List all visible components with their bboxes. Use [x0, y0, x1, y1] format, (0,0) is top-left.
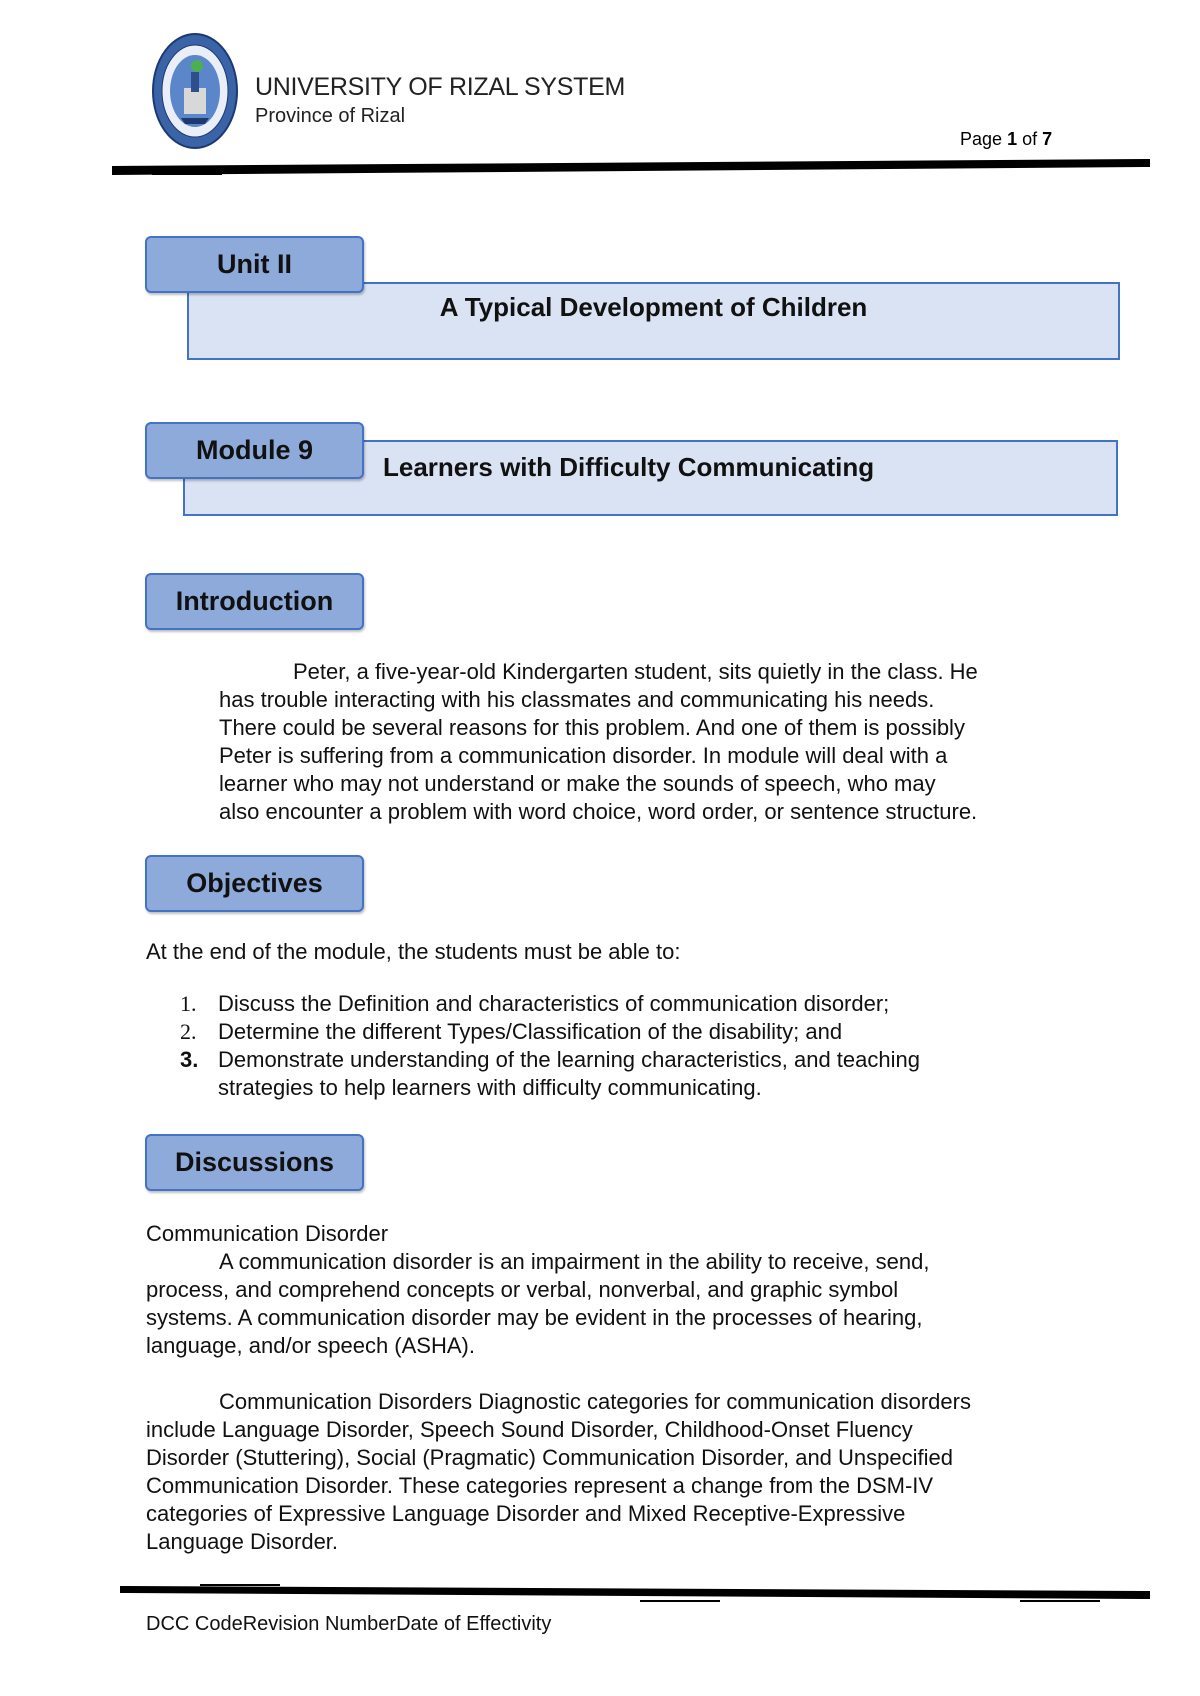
- footer-divider: [120, 1581, 1150, 1605]
- objectives-list: [146, 990, 1046, 1102]
- page-label: Page: [960, 129, 1003, 149]
- discussion-line: A communication disorder is an impairment in the ability to receive, send,: [219, 1249, 930, 1274]
- intro-line: also encounter a problem with word choice, word order, or sentence structure.: [219, 799, 978, 824]
- objective-text: strategies to help learners with difficulty communicating.: [218, 1075, 762, 1100]
- module-tab: Module 9: [145, 422, 364, 479]
- page-of: of: [1022, 129, 1038, 149]
- objective-item: [146, 990, 1046, 1018]
- objective-number: 1.: [180, 991, 197, 1016]
- page-current: 1: [1007, 129, 1018, 149]
- intro-line: Peter, a five-year-old Kindergarten student, sits quietly in the class. He: [293, 659, 978, 684]
- page-number: [960, 129, 1052, 150]
- discussion-heading: Communication Disorder: [146, 1221, 389, 1246]
- unit-title-bar: [187, 282, 1120, 360]
- header-divider: [112, 156, 1150, 180]
- discussion-line: Communication Disorders Diagnostic categories for communication disorders: [219, 1389, 971, 1414]
- province-name: Province of Rizal: [255, 105, 406, 127]
- discussion-line: process, and comprehend concepts or verbal, nonverbal, and graphic symbol: [146, 1277, 899, 1302]
- discussions-body: [146, 1220, 1106, 1556]
- unit-title: A Typical Development of Children: [439, 292, 868, 322]
- university-seal-icon: [151, 32, 239, 150]
- introduction-paragraph: [219, 658, 1119, 826]
- intro-line: Peter is suffering from a communication disorder. In module will deal with a: [219, 743, 948, 768]
- objective-item: [146, 1018, 1046, 1046]
- introduction-tab: Introduction: [145, 573, 364, 630]
- page-total: 7: [1042, 129, 1053, 149]
- discussion-line: systems. A communication disorder may be evident in the processes of hearing,: [146, 1305, 923, 1330]
- discussions-tab: Discussions: [145, 1134, 364, 1191]
- objective-item: [146, 1046, 1046, 1102]
- objective-text: Demonstrate understanding of the learning characteristics, and teaching: [218, 1047, 920, 1072]
- objective-number: 3.: [180, 1047, 199, 1072]
- university-name: UNIVERSITY OF RIZAL SYSTEM: [255, 73, 626, 101]
- intro-line: There could be several reasons for this problem. And one of them is possibly: [219, 715, 965, 740]
- intro-line: has trouble interacting with his classmates and communicating his needs.: [219, 687, 935, 712]
- objectives-intro: At the end of the module, the students must be able to:: [146, 939, 681, 964]
- discussion-line: Disorder (Stuttering), Social (Pragmatic) Communication Disorder, and Unspecified: [146, 1445, 953, 1470]
- footer-text: DCC CodeRevision NumberDate of Effectivity: [146, 1613, 552, 1635]
- discussion-line: include Language Disorder, Speech Sound Disorder, Childhood-Onset Fluency: [146, 1417, 913, 1442]
- discussion-line: language, and/or speech (ASHA).: [146, 1333, 475, 1358]
- objectives-tab: Objectives: [145, 855, 364, 912]
- module-title: Learners with Difficulty Communicating: [383, 452, 875, 482]
- objective-number: 2.: [180, 1019, 197, 1044]
- discussion-line: Communication Disorder. These categories represent a change from the DSM-IV: [146, 1473, 934, 1498]
- intro-line: learner who may not understand or make the sounds of speech, who may: [219, 771, 936, 796]
- objective-text: Determine the different Types/Classification of the disability; and: [218, 1019, 843, 1044]
- discussion-line: Language Disorder.: [146, 1529, 339, 1554]
- objective-text: Discuss the Definition and characteristics of communication disorder;: [218, 991, 890, 1016]
- discussion-line: categories of Expressive Language Disorder and Mixed Receptive-Expressive: [146, 1501, 906, 1526]
- unit-tab: Unit II: [145, 236, 364, 293]
